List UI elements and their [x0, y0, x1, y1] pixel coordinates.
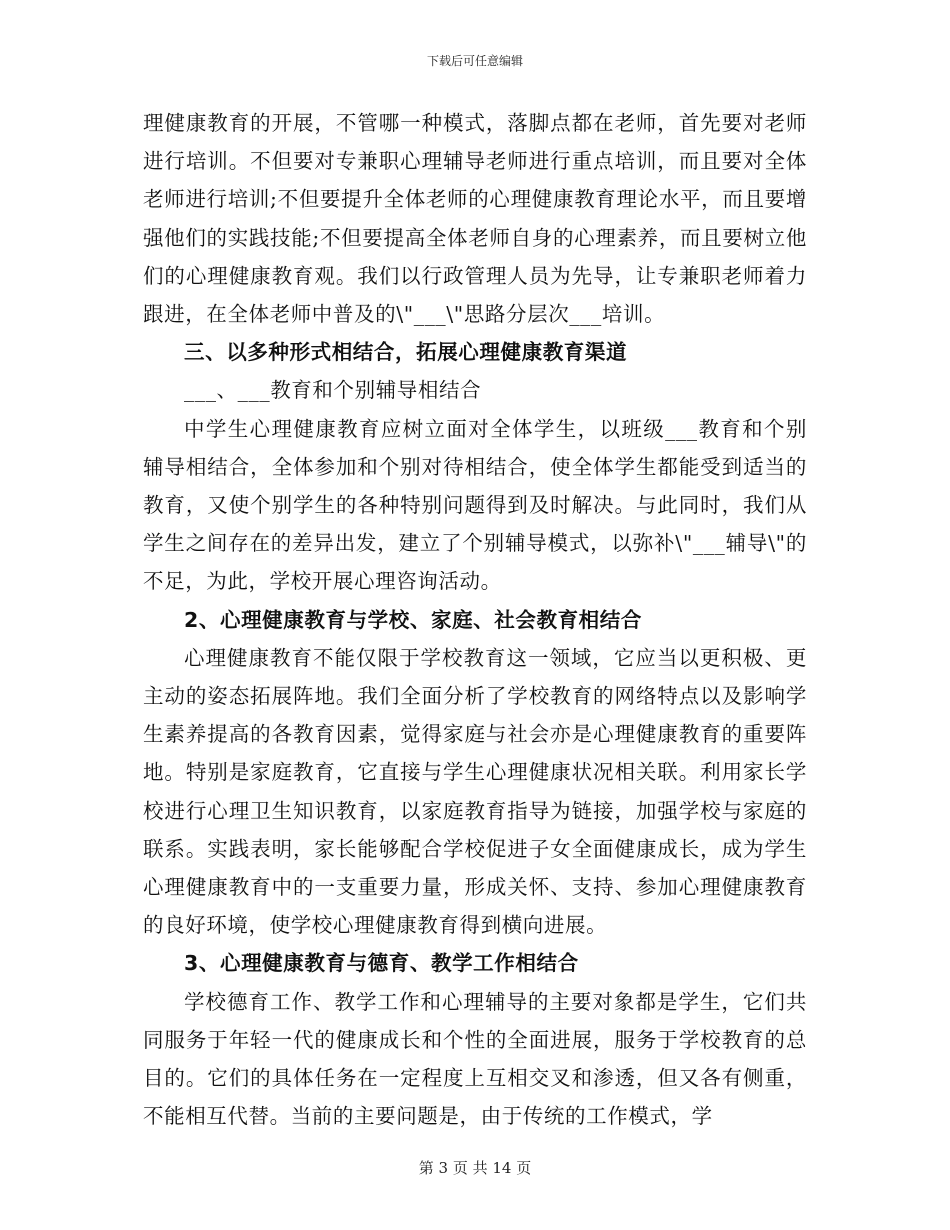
page-header-note: 下载后可任意编辑 [426, 54, 523, 68]
subheading-3: 3、心理健康教育与德育、教学工作相结合 [184, 951, 579, 976]
subheading-1: ___、___教育和个别辅导相结合 [184, 378, 482, 403]
subheading-2: 2、心理健康教育与学校、家庭、社会教育相结合 [184, 607, 642, 632]
paragraph-moral-teaching: 学校德育工作、教学工作和心理辅导的主要对象都是学生，它们共同服务于年轻一代的健康成长和个性的全面进展，服务于学校教育的总目的。它们的具体任务在一定程度上互相交叉和渗透，但又各有侧重，不能相互代替。当前的主要问题是，由于传统的工作模式，学 [143, 989, 807, 1129]
paragraph-group-individual: 中学生心理健康教育应树立面对全体学生，以班级___教育和个别辅导相结合，全体参加和个别对待相结合，使全体学生都能受到适当的教育，又使个别学生的各种特别问题得到及时解决。与此同时，我们从学生之间存在的差异出发，建立了个别辅导模式，以弥补\"___辅导\"的不足，为此，学校开展心理咨询活动。 [143, 416, 807, 594]
paragraph-family-society: 心理健康教育不能仅限于学校教育这一领域，它应当以更积极、更主动的姿态拓展阵地。我们全面分析了学校教育的网络特点以及影响学生素养提高的各教育因素，觉得家庭与社会亦是心理健康教育的重要阵地。特别是家庭教育，它直接与学生心理健康状况相关联。利用家长学校进行心理卫生知识教育，以家庭教育指导为链接，加强学校与家庭的联系。实践表明，家长能够配合学校促进子女全面健康成长，成为学生心理健康教育中的一支重要力量，形成关怀、支持、参加心理健康教育的良好环境，使学校心理健康教育得到横向进展。 [143, 645, 807, 938]
document-body [143, 104, 807, 1135]
paragraph-teacher-training: 理健康教育的开展，不管哪一种模式，落脚点都在老师，首先要对老师进行培训。不但要对专兼职心理辅导老师进行重点培训，而且要对全体老师进行培训;不但要提升全体老师的心理健康教育理论水平，而且要增强他们的实践技能;不但要提高全体老师自身的心理素养，而且要树立他们的心理健康教育观。我们以行政管理人员为先导，让专兼职老师着力跟进，在全体老师中普及的\"___\"思路分层次___培训。 [143, 111, 807, 327]
section-heading-3: 三、以多种形式相结合，拓展心理健康教育渠道 [184, 340, 628, 365]
page-number: 第 3 页 共 14 页 [418, 1159, 532, 1177]
